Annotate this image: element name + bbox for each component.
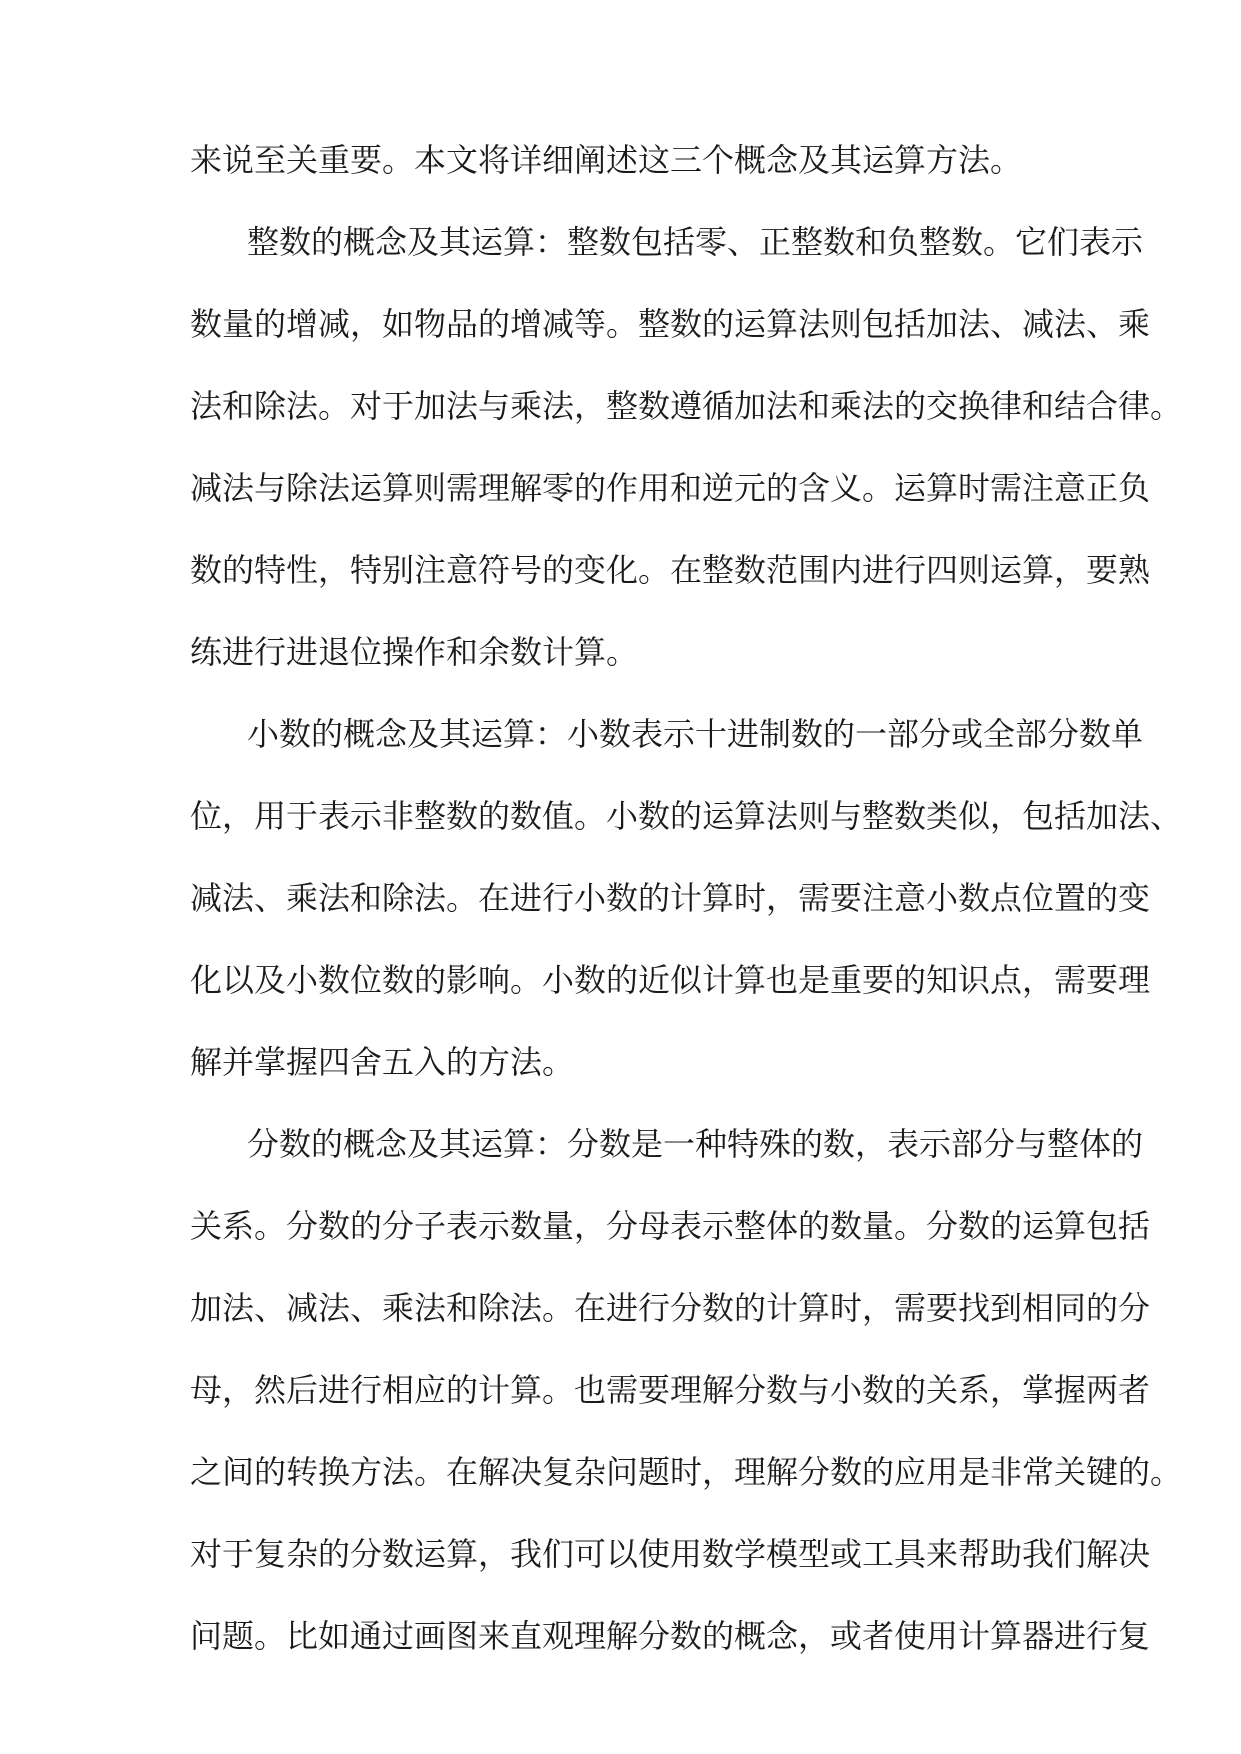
text-line: 分数的概念及其运算：分数是一种特殊的数，表示部分与整体的 (247, 1125, 1144, 1163)
text-line: 小数的概念及其运算：小数表示十进制数的一部分或全部分数单 (247, 715, 1144, 753)
text-line: 数的特性，特别注意符号的变化。在整数范围内进行四则运算，要熟 (190, 551, 1151, 589)
text-line: 位，用于表示非整数的数值。小数的运算法则与整数类似，包括加法、 (190, 797, 1183, 835)
text-line: 化以及小数位数的影响。小数的近似计算也是重要的知识点，需要理 (190, 961, 1151, 999)
text-line: 问题。比如通过画图来直观理解分数的概念，或者使用计算器进行复 (190, 1617, 1151, 1655)
text-line: 减法、乘法和除法。在进行小数的计算时，需要注意小数点位置的变 (190, 879, 1151, 917)
paragraph-fractions (190, 1124, 1183, 1657)
text-line: 法和除法。对于加法与乘法，整数遵循加法和乘法的交换律和结合律。 (190, 387, 1183, 425)
text-line: 对于复杂的分数运算，我们可以使用数学模型或工具来帮助我们解决 (190, 1535, 1151, 1573)
paragraph-intro-continuation (190, 140, 1052, 181)
text-line: 母，然后进行相应的计算。也需要理解分数与小数的关系，掌握两者 (190, 1371, 1151, 1409)
body-text (190, 140, 1183, 1698)
text-line: 练进行进退位操作和余数计算。 (190, 633, 639, 671)
text-line: 解并掌握四舍五入的方法。 (190, 1043, 575, 1081)
text-line: 关系。分数的分子表示数量，分母表示整体的数量。分数的运算包括 (190, 1207, 1151, 1245)
text-line: 整数的概念及其运算：整数包括零、正整数和负整数。它们表示 (247, 223, 1144, 261)
text-line: 之间的转换方法。在解决复杂问题时，理解分数的应用是非常关键的。 (190, 1453, 1183, 1491)
paragraph-decimals (190, 714, 1183, 1083)
paragraph-integers (190, 222, 1183, 673)
text-line: 加法、减法、乘法和除法。在进行分数的计算时，需要找到相同的分 (190, 1289, 1151, 1327)
text-line: 来说至关重要。本文将详细阐述这三个概念及其运算方法。 (190, 141, 1023, 179)
text-line: 减法与除法运算则需理解零的作用和逆元的含义。运算时需注意正负 (190, 469, 1151, 507)
text-line: 数量的增减，如物品的增减等。整数的运算法则包括加法、减法、乘 (190, 305, 1151, 343)
